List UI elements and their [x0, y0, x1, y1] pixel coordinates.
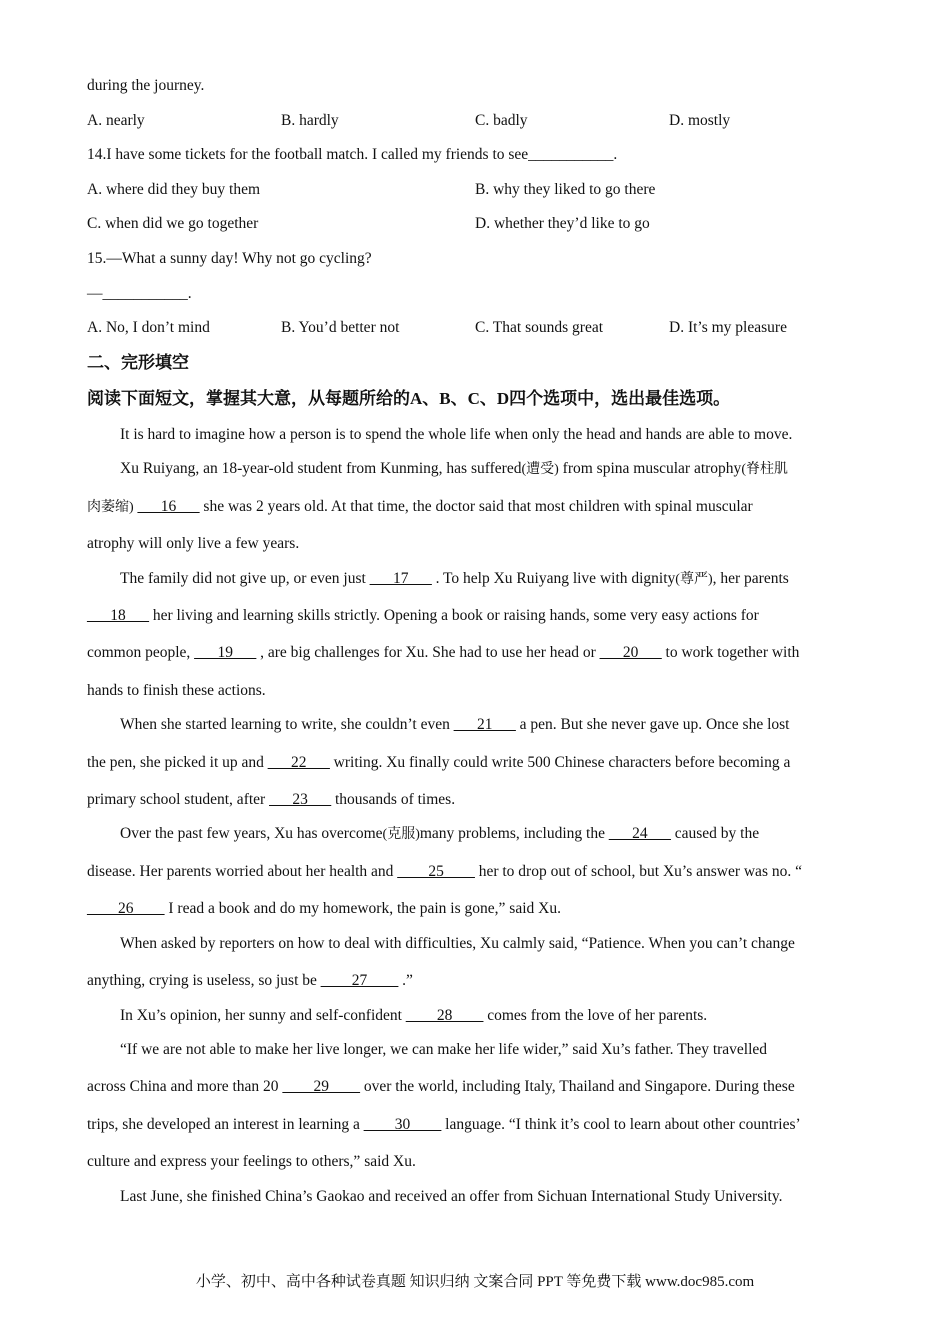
- passage-line-17: [120, 1006, 707, 1026]
- blank-17[interactable]: ___17___: [369, 570, 432, 587]
- text-run: anything, crying is useless, so just be: [87, 972, 321, 989]
- text-run: to work together with: [661, 644, 800, 661]
- passage-line-21: culture and express your feelings to others,” said Xu.: [87, 1153, 416, 1170]
- passage-line-7: [87, 643, 799, 663]
- q13-option-d: D. mostly: [669, 112, 731, 129]
- text-run: from spina muscular atrophy: [558, 460, 742, 477]
- text-run: I read a book and do my homework, the pain is gone,” said Xu.: [164, 900, 561, 917]
- passage-line-14: [87, 899, 561, 919]
- passage-line-15: When asked by reporters on how to deal with difficulties, Xu calmly said, “Patience. When you can’t change: [120, 935, 795, 952]
- text-run: caused by the: [670, 825, 760, 842]
- passage-line-9: [120, 715, 790, 735]
- blank-24[interactable]: ___24___: [608, 825, 671, 842]
- blank-19[interactable]: ___19___: [194, 644, 257, 661]
- passage-line-22: Last June, she finished China’s Gaokao and received an offer from Sichuan International Study University.: [120, 1188, 783, 1205]
- text-run: over the world, including Italy, Thailand and Singapore. During these: [359, 1078, 795, 1095]
- passage-line-3: [87, 497, 753, 518]
- q13-stem-tail: during the journey.: [87, 77, 205, 94]
- text-run: . To help Xu Ruiyang live with dignity: [431, 570, 676, 587]
- section-instruction: 阅读下面短文，掌握其大意，从每题所给的A、B、C、D四个选项中，选出最佳选项。: [87, 389, 731, 408]
- blank-21[interactable]: ___21___: [453, 716, 516, 733]
- passage-line-6: [87, 606, 759, 626]
- q14-stem: 14.I have some tickets for the football match. I called my friends to see___________.: [87, 146, 618, 163]
- blank-20[interactable]: ___20___: [599, 644, 662, 661]
- q13-option-a: A. nearly: [87, 112, 145, 129]
- passage-line-18: “If we are not able to make her live longer, we can make her life wider,” said Xu’s father. They travelled: [120, 1041, 768, 1058]
- gloss: (脊柱肌: [741, 462, 788, 477]
- blank-30[interactable]: ____30____: [363, 1116, 442, 1133]
- gloss: (遭受): [521, 462, 559, 477]
- blank-28[interactable]: ____28____: [405, 1007, 484, 1024]
- passage-line-13: [87, 862, 802, 882]
- text-run: trips, she developed an interest in learning a: [87, 1116, 364, 1133]
- gloss: (克服): [382, 827, 420, 842]
- q14-option-c: C. when did we go together: [87, 215, 259, 232]
- passage-line-2: [120, 459, 788, 480]
- text-run: disease. Her parents worried about her health and: [87, 863, 398, 880]
- text-run: , her parents: [712, 570, 789, 587]
- passage-line-19: [87, 1077, 795, 1097]
- blank-29[interactable]: ____29____: [282, 1078, 360, 1095]
- text-run: When she started learning to write, she couldn’t even: [120, 716, 454, 733]
- gloss: 肉萎缩): [87, 500, 134, 515]
- text-run: primary school student, after: [87, 791, 270, 808]
- q13-option-c: C. badly: [475, 112, 528, 129]
- section-title: 二、完形填空: [87, 353, 189, 372]
- text-run: common people,: [87, 644, 195, 661]
- text-run: her living and learning skills strictly. Opening a book or raising hands, some very easy actions for: [149, 607, 759, 624]
- text-run: a pen. But she never gave up. Once she lost: [515, 716, 790, 733]
- passage-line-11: [87, 790, 455, 810]
- text-run: the pen, she picked it up and: [87, 754, 268, 771]
- passage-line-10: [87, 753, 790, 773]
- q15-reply: —___________.: [87, 285, 192, 302]
- blank-16[interactable]: ___16___: [137, 498, 200, 515]
- blank-22[interactable]: ___22___: [267, 754, 330, 771]
- q15-option-d: D. It’s my pleasure: [669, 319, 787, 336]
- text-run: writing. Xu finally could write 500 Chinese characters before becoming a: [329, 754, 791, 771]
- passage-line-16: [87, 971, 413, 991]
- blank-25[interactable]: ____25____: [397, 863, 475, 880]
- text-run: , are big challenges for Xu. She had to use her head or: [256, 644, 600, 661]
- text-run: language. “I think it’s cool to learn about other countries’: [441, 1116, 801, 1133]
- passage-line-20: [87, 1115, 801, 1135]
- passage-line-5: [120, 569, 789, 590]
- text-run: many problems, including the: [419, 825, 609, 842]
- text-run: she was 2 years old. At that time, the doctor said that most children with spinal muscular: [199, 498, 753, 515]
- q15-option-c: C. That sounds great: [475, 319, 604, 336]
- text-run: Over the past few years, Xu has overcome: [120, 825, 383, 842]
- page-footer: 小学、初中、高中各种试卷真题 知识归纳 文案合同 PPT 等免费下载 www.doc985.com: [195, 1274, 755, 1290]
- text-run: her to drop out of school, but Xu’s answer was no. “: [474, 863, 802, 880]
- blank-26[interactable]: ____26____: [87, 900, 165, 917]
- q14-option-b: B. why they liked to go there: [475, 181, 656, 198]
- passage-line-8: hands to finish these actions.: [87, 682, 266, 699]
- passage-line-12: [120, 824, 759, 845]
- blank-27[interactable]: ____27____: [320, 972, 399, 989]
- q14-option-a: A. where did they buy them: [87, 181, 261, 198]
- q14-option-d: D. whether they’d like to go: [475, 215, 650, 232]
- text-run: comes from the love of her parents.: [483, 1007, 708, 1024]
- q15-option-a: A. No, I don’t mind: [87, 319, 210, 336]
- q13-option-b: B. hardly: [281, 112, 339, 129]
- text-run: thousands of times.: [331, 791, 456, 808]
- text-run: across China and more than 20: [87, 1078, 283, 1095]
- text-run: In Xu’s opinion, her sunny and self-confident: [120, 1007, 406, 1024]
- passage-line-4: atrophy will only live a few years.: [87, 535, 300, 552]
- text-run: .”: [398, 972, 413, 989]
- text-run: The family did not give up, or even just: [120, 570, 370, 587]
- passage-line-1: It is hard to imagine how a person is to spend the whole life when only the head and hands are able to move.: [120, 426, 793, 443]
- q15-option-b: B. You’d better not: [281, 319, 400, 336]
- blank-23[interactable]: ___23___: [269, 791, 332, 808]
- blank-18[interactable]: ___18___: [87, 607, 149, 624]
- gloss: (尊严): [675, 572, 713, 587]
- text-run: Xu Ruiyang, an 18-year-old student from Kunming, has suffered: [120, 460, 522, 477]
- q15-stem: 15.—What a sunny day! Why not go cycling?: [87, 250, 372, 267]
